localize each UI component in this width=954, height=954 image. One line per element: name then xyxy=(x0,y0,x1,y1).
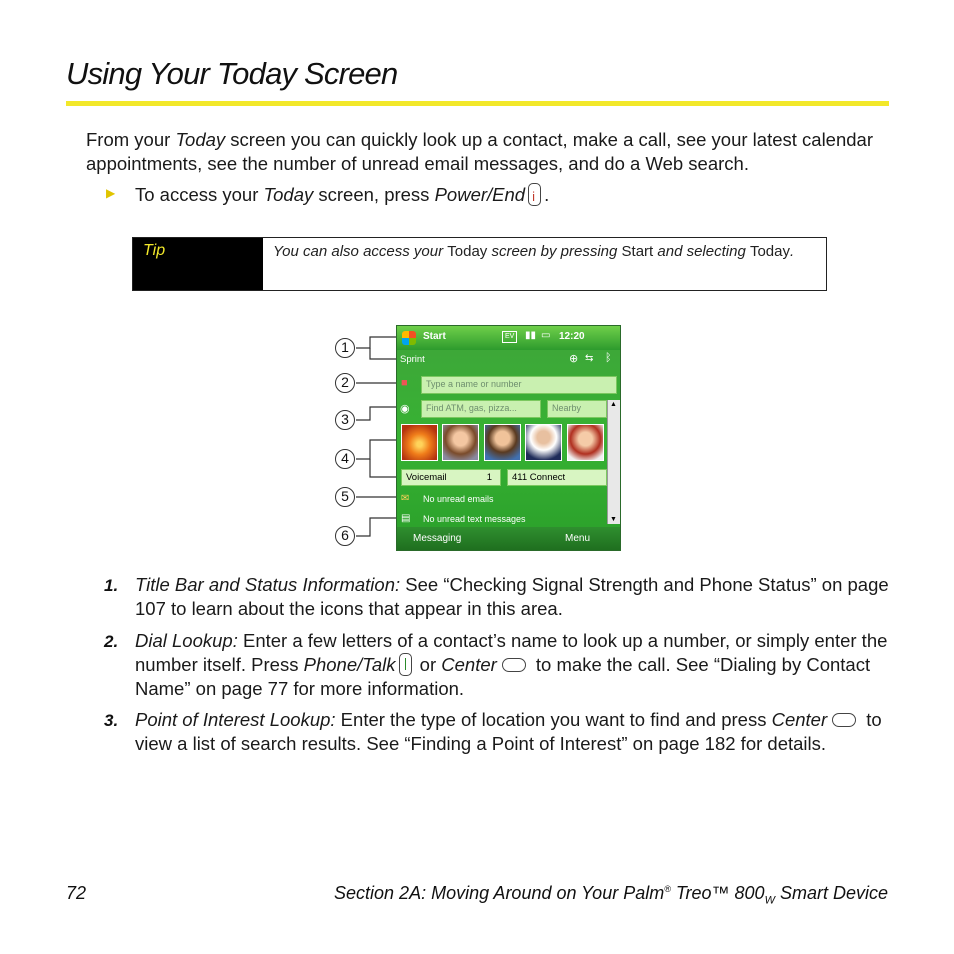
bullet-item xyxy=(135,183,549,207)
poi-globe-icon: ◉ xyxy=(400,403,410,415)
bullet-power-end: Power/End xyxy=(434,184,526,205)
callout-1: 1 xyxy=(335,338,355,358)
tip-text-3: and selecting xyxy=(653,243,750,260)
start-label[interactable]: Start xyxy=(423,331,446,342)
power-end-key-icon xyxy=(528,183,541,206)
callout-4: 4 xyxy=(335,449,355,469)
carrier-name: Sprint xyxy=(400,354,425,365)
favorite-photo-4[interactable] xyxy=(525,424,562,461)
text-status[interactable]: No unread text messages xyxy=(423,514,526,524)
item-3-number: 3. xyxy=(104,711,119,730)
footer-device: Smart Device xyxy=(774,883,888,903)
voicemail-label: Voicemail xyxy=(406,472,447,483)
page-number: 72 xyxy=(66,883,87,903)
item-2-number: 2. xyxy=(104,632,119,651)
item-2-center: Center xyxy=(441,654,497,675)
favorite-photo-1[interactable] xyxy=(401,424,438,461)
scrollbar[interactable] xyxy=(607,400,620,524)
tip-text-2: screen by pressing xyxy=(487,243,622,260)
title-rule xyxy=(66,101,889,106)
item-1-text: See “Checking Signal Strength and Phone Status” on page 107 to learn about the icons that appear in this area. xyxy=(135,574,889,619)
item-3-heading: Point of Interest Lookup: xyxy=(135,709,336,730)
center-key-icon-2 xyxy=(832,713,856,727)
text-message-icon: ▤ xyxy=(401,513,411,524)
ev-badge: EV xyxy=(502,331,517,343)
email-status[interactable]: No unread emails xyxy=(423,494,494,504)
tip-today-2: Today xyxy=(749,243,790,260)
callout-6: 6 xyxy=(335,526,355,546)
item-1-number: 1. xyxy=(104,576,119,595)
tip-label: Tip xyxy=(133,238,263,290)
voicemail-button[interactable] xyxy=(401,469,501,486)
battery-icon: ▭ xyxy=(541,330,551,341)
callout-2: 2 xyxy=(335,373,355,393)
tip-text: You can also access your xyxy=(273,243,448,260)
item-3-center: Center xyxy=(771,709,828,730)
contact-lookup-icon: ■ xyxy=(401,377,408,389)
email-icon: ✉ xyxy=(401,493,410,504)
footer-model-sub: W xyxy=(764,894,775,907)
tip-body xyxy=(263,238,826,290)
tip-start: Start xyxy=(621,243,654,260)
page-title: Using Your Today Screen xyxy=(66,56,398,91)
bluetooth-icon[interactable]: ᛒ xyxy=(605,352,612,364)
signal-icon: ▮▮ xyxy=(525,330,537,341)
bullet-text: To access your xyxy=(135,184,264,205)
info-button[interactable]: 411 Connect xyxy=(507,469,607,486)
item-2-phone-talk: Phone/Talk xyxy=(303,654,396,675)
footer-registered: ® xyxy=(664,884,671,894)
tip-today: Today xyxy=(447,243,488,260)
favorite-photo-5[interactable] xyxy=(567,424,604,461)
item-3-text-2: to view a list of search results. See “Finding a Point of Interest” on page 182 for details. xyxy=(135,709,882,754)
phone-talk-key-icon xyxy=(399,653,412,676)
bullet-arrow-icon: ▶ xyxy=(106,186,116,200)
item-1-heading: Title Bar and Status Information: xyxy=(135,574,401,595)
item-3 xyxy=(135,708,895,756)
today-screen xyxy=(396,325,621,551)
dial-lookup-input[interactable]: Type a name or number xyxy=(421,376,617,394)
footer-model: Treo™ 800 xyxy=(670,883,765,903)
bullet-today: Today xyxy=(263,184,314,205)
softkey-menu[interactable]: Menu xyxy=(565,533,591,544)
favorite-photo-2[interactable] xyxy=(442,424,479,461)
sync-icon[interactable]: ⇆ xyxy=(585,353,594,364)
footer-section: Section 2A: Moving Around on Your Palm xyxy=(334,883,665,903)
callout-3: 3 xyxy=(335,410,355,430)
bullet-period: . xyxy=(544,184,550,205)
gps-icon[interactable]: ⊕ xyxy=(569,353,579,365)
item-3-text: Enter the type of location you want to find and press xyxy=(335,709,772,730)
item-2-text-2: to make the call. See “Dialing by Contact Name” on page 77 for more information. xyxy=(135,654,871,699)
item-2-text: Enter a few letters of a contact’s name to look up a number, or simply enter the number itself. Press xyxy=(135,630,888,675)
intro-text: From your xyxy=(86,129,176,150)
item-2-heading: Dial Lookup: xyxy=(135,630,238,651)
tip-period: . xyxy=(789,243,795,260)
bullet-text-2: screen, press xyxy=(313,184,435,205)
favorite-photo-3[interactable] xyxy=(484,424,521,461)
intro-paragraph xyxy=(86,128,886,176)
section-footer xyxy=(334,883,888,907)
tip-box xyxy=(132,237,827,291)
item-2-or: or xyxy=(414,654,442,675)
callout-5: 5 xyxy=(335,487,355,507)
poi-nearby-select[interactable]: Nearby xyxy=(547,400,607,418)
windows-start-icon[interactable] xyxy=(402,331,416,345)
poi-lookup-input[interactable]: Find ATM, gas, pizza... xyxy=(421,400,541,418)
voicemail-count: 1 xyxy=(486,472,492,483)
center-key-icon xyxy=(502,658,526,672)
clock: 12:20 xyxy=(559,331,585,342)
item-2 xyxy=(135,629,895,701)
intro-today: Today xyxy=(175,129,226,150)
intro-text-cont: screen you can quickly look up a contact, make a call, see your latest calendar appointments, see the number of unread email messages, and do a Web search. xyxy=(86,129,873,174)
softkey-messaging[interactable]: Messaging xyxy=(413,533,462,544)
item-1 xyxy=(135,573,895,621)
